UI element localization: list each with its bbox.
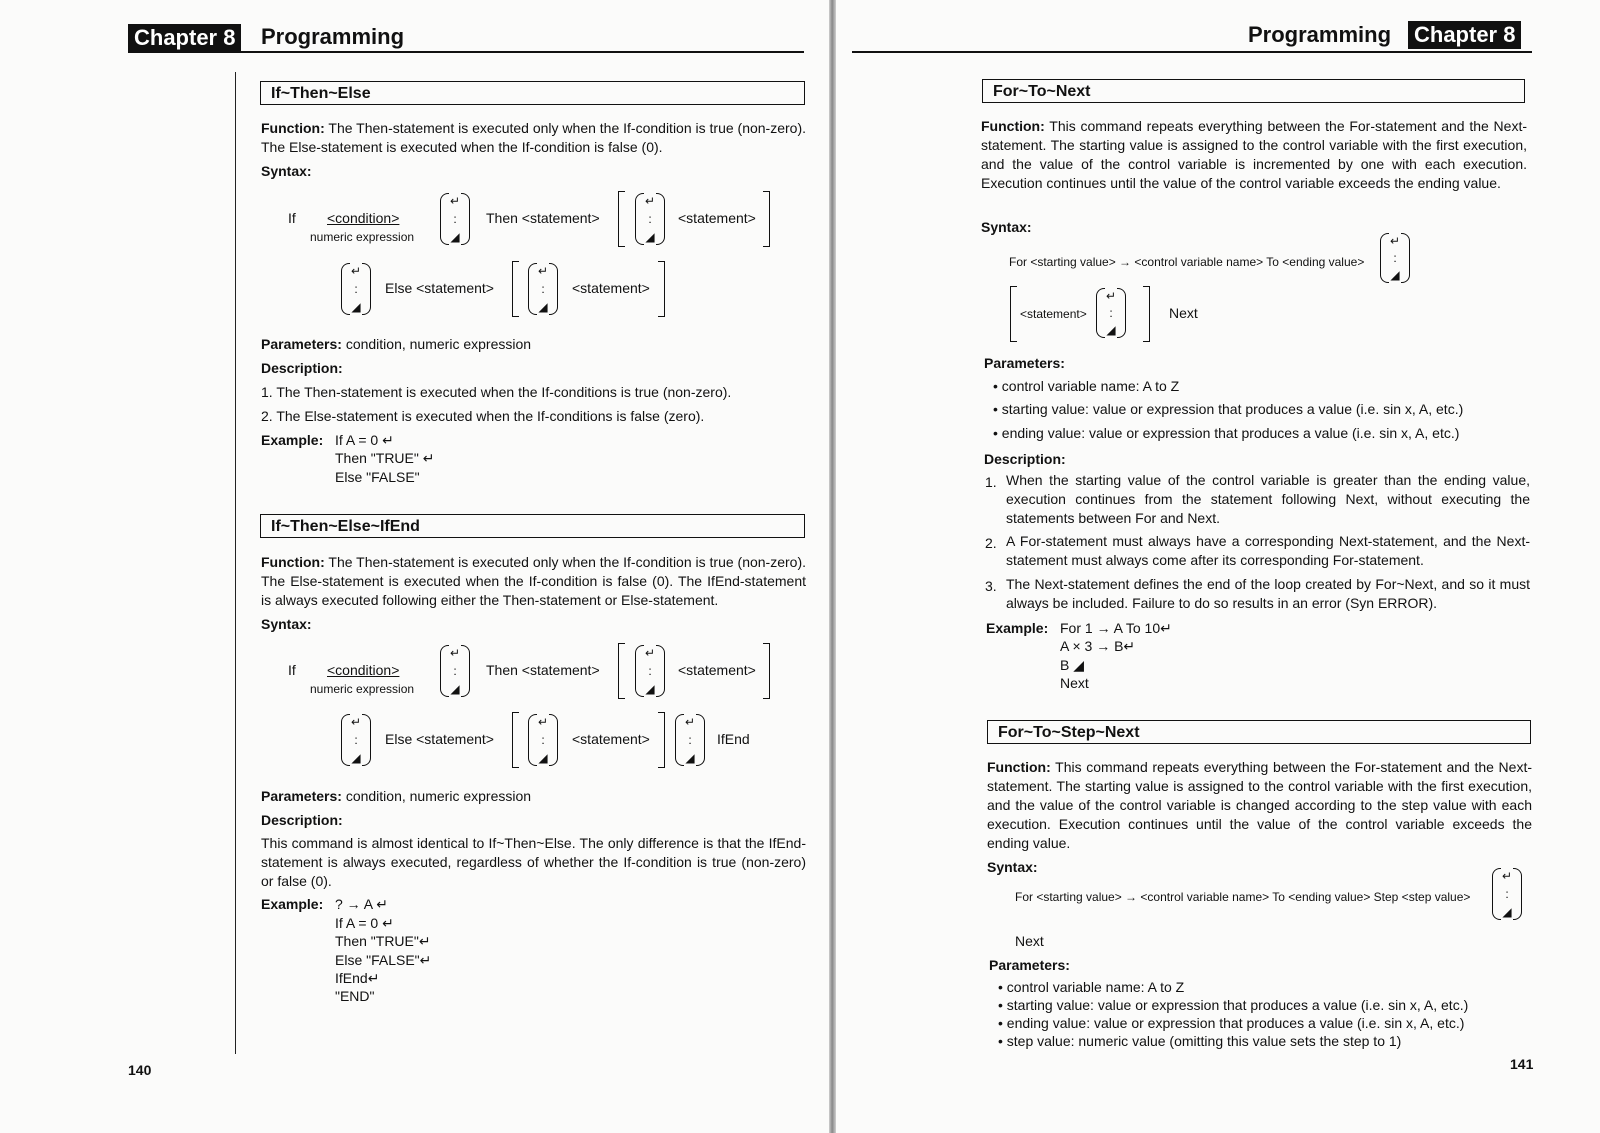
- example-line: Then "TRUE" ↵: [335, 450, 435, 466]
- display-symbol: ◢: [645, 230, 655, 244]
- optional-bracket-left: [1010, 286, 1017, 342]
- optional-bracket-right: [658, 712, 665, 768]
- separator-brace: [528, 263, 558, 315]
- syntax-else: Else <statement>: [385, 731, 494, 747]
- function-paragraph: Function: This command repeats everything between the For-statement and the Next-statement. The starting value is assigned to the control variable with the first execution, and the value of the control variable is changed according to the step value with each execution. Execution continues until the value of the control variable exceeds the ending value.: [987, 759, 1533, 851]
- syntax-else: Else <statement>: [385, 280, 494, 296]
- syntax-label: Syntax:: [981, 219, 1032, 235]
- description-number: 3.: [985, 578, 997, 594]
- optional-bracket-left: [618, 643, 625, 699]
- newline-symbol: ↵: [644, 646, 656, 660]
- display-symbol: ◢: [1106, 323, 1116, 337]
- colon-symbol: :: [648, 664, 652, 678]
- example-label: Example:: [261, 432, 324, 448]
- example-line: If A = 0 ↵: [335, 432, 394, 448]
- separator-brace: [341, 714, 371, 766]
- newline-symbol: ↵: [350, 264, 362, 278]
- example-line: ? → A ↵: [335, 896, 388, 912]
- chapter-title: Programming: [261, 24, 405, 49]
- example-line: If A = 0 ↵: [335, 915, 394, 931]
- syntax-label: Syntax:: [261, 616, 312, 632]
- chapter-badge: Chapter 8: [128, 24, 241, 52]
- description-number: 1.: [985, 474, 997, 490]
- description-item: 2. The Else-statement is executed when the If-conditions is false (zero).: [261, 408, 705, 424]
- margin-rule: [235, 72, 236, 1054]
- syntax-statement: <statement>: [678, 662, 756, 678]
- display-symbol: ◢: [1390, 268, 1400, 282]
- syntax-then: Then <statement>: [486, 662, 600, 678]
- syntax-line: For <starting value> → <control variable name> To <ending value> Step <step value>: [1015, 890, 1471, 904]
- separator-brace: [341, 263, 371, 315]
- newline-symbol: ↵: [1105, 289, 1117, 303]
- example-label: Example:: [261, 896, 324, 912]
- function-paragraph: Function: This command repeats everything between the For-statement and the Next-statement. The starting value is assigned to the control variable with the first execution, and the value of the control variable is incremented by one with each execution. Execution continues until the value of the control variable exceeds the ending value.: [981, 118, 1527, 191]
- parameter-item: • starting value: value or expression that produces a value (i.e. sin x, A, etc.): [998, 997, 1469, 1013]
- separator-brace: [528, 714, 558, 766]
- parameters-label: Parameters:: [984, 355, 1065, 371]
- display-symbol: ◢: [1502, 905, 1512, 919]
- description-number: 2.: [985, 535, 997, 551]
- syntax-condition: <condition>: [327, 662, 400, 678]
- page-number: 141: [1510, 1056, 1534, 1072]
- syntax-numeric-expression: numeric expression: [310, 682, 415, 696]
- example-line: Else "FALSE"↵: [335, 952, 432, 968]
- syntax-statement: <statement>: [572, 280, 650, 296]
- description-label: Description:: [984, 451, 1066, 467]
- display-symbol: ◢: [685, 751, 695, 765]
- syntax-if: If: [288, 210, 296, 226]
- function-paragraph: Function: The Then-statement is executed only when the If-condition is true (non-zero). The Else-statement is executed when the If-condition is false (0). The IfEnd-statement is always executed following either the Then-statement or Else-statement.: [261, 554, 807, 608]
- syntax-statement: <statement>: [1020, 307, 1087, 321]
- example-line: Else "FALSE": [335, 469, 420, 485]
- optional-bracket-left: [512, 712, 519, 768]
- optional-bracket-right: [1143, 286, 1150, 342]
- syntax-line: For <starting value> → <control variable name> To <ending value>: [1009, 255, 1365, 269]
- example-line: A × 3 → B↵: [1060, 638, 1136, 654]
- syntax-statement: <statement>: [572, 731, 650, 747]
- description-label: Description:: [261, 812, 343, 828]
- newline-symbol: ↵: [449, 194, 461, 208]
- colon-symbol: :: [648, 212, 652, 226]
- parameter-item: • control variable name: A to Z: [993, 378, 1180, 394]
- description-paragraph: This command is almost identical to If~Then~Else. The only difference is that the IfEnd-statement is always executed, regardless of whether the If-condition is true (non-zero) or false (0).: [261, 835, 806, 889]
- display-symbol: ◢: [351, 751, 361, 765]
- parameters: Parameters: condition, numeric expression: [261, 788, 532, 804]
- colon-symbol: :: [1505, 887, 1509, 901]
- syntax-then: Then <statement>: [486, 210, 600, 226]
- display-symbol: ◢: [450, 230, 460, 244]
- section-title-if-then-else-ifend: If~Then~Else~IfEnd: [260, 514, 805, 538]
- newline-symbol: ↵: [350, 715, 362, 729]
- newline-symbol: ↵: [449, 646, 461, 660]
- display-symbol: ◢: [645, 682, 655, 696]
- syntax-statement: <statement>: [678, 210, 756, 226]
- separator-brace: [635, 193, 665, 245]
- syntax-if: If: [288, 662, 296, 678]
- optional-bracket-right: [763, 191, 770, 247]
- example-line: Next: [1060, 675, 1089, 691]
- optional-bracket-right: [658, 261, 665, 317]
- chapter-badge: Chapter 8: [1408, 21, 1521, 49]
- separator-brace: [440, 193, 470, 245]
- optional-bracket-left: [618, 191, 625, 247]
- syntax-condition: <condition>: [327, 210, 400, 226]
- optional-bracket-right: [763, 643, 770, 699]
- colon-symbol: :: [1109, 306, 1113, 320]
- parameter-item: • ending value: value or expression that produces a value (i.e. sin x, A, etc.): [993, 425, 1460, 441]
- parameter-item: • ending value: value or expression that produces a value (i.e. sin x, A, etc.): [998, 1015, 1465, 1031]
- example-line: B ◢: [1060, 657, 1084, 673]
- example-line: "END": [335, 988, 375, 1004]
- separator-brace: [1492, 868, 1522, 920]
- syntax-next: Next: [1169, 305, 1198, 321]
- separator-brace: [440, 645, 470, 697]
- parameters: Parameters: condition, numeric expression: [261, 336, 532, 352]
- display-symbol: ◢: [351, 300, 361, 314]
- newline-symbol: ↵: [684, 715, 696, 729]
- colon-symbol: :: [453, 212, 457, 226]
- description-label: Description:: [261, 360, 343, 376]
- colon-symbol: :: [1393, 251, 1397, 265]
- separator-brace: [675, 714, 705, 766]
- section-title-if-then-else: If~Then~Else: [260, 81, 805, 105]
- parameters-label: Parameters:: [989, 957, 1070, 973]
- syntax-numeric-expression: numeric expression: [310, 230, 415, 244]
- function-paragraph: Function: The Then-statement is executed only when the If-condition is true (non-zero). The Else-statement is executed when the If-condition is false (0).: [261, 120, 807, 155]
- example-line: IfEnd↵: [335, 970, 380, 986]
- description-item: When the starting value of the control variable is greater than the ending value, execution continues from the statement following Next, without executing the statements between For and Next.: [1006, 472, 1530, 526]
- description-item: A For-statement must always have a corresponding Next-statement, and the Next-statement must always come after its corresponding For-statement.: [1006, 533, 1530, 568]
- parameter-item: • control variable name: A to Z: [998, 979, 1185, 995]
- example-line: Then "TRUE"↵: [335, 933, 431, 949]
- syntax-label: Syntax:: [261, 163, 312, 179]
- header-rule: [128, 51, 804, 53]
- colon-symbol: :: [453, 664, 457, 678]
- book-spine: [829, 0, 836, 1133]
- newline-symbol: ↵: [537, 264, 549, 278]
- syntax-label: Syntax:: [987, 859, 1038, 875]
- example-label: Example:: [986, 620, 1049, 636]
- display-symbol: ◢: [450, 682, 460, 696]
- header-rule: [852, 51, 1532, 53]
- description-item: The Next-statement defines the end of the loop created by For~Next, and so it must always be included. Failure to do so results in an error (Syn ERROR).: [1006, 576, 1530, 611]
- colon-symbol: :: [354, 733, 358, 747]
- separator-brace: [635, 645, 665, 697]
- chapter-title: Programming: [1248, 22, 1392, 47]
- colon-symbol: :: [688, 733, 692, 747]
- example-line: For 1 → A To 10↵: [1060, 620, 1172, 636]
- parameter-item: • step value: numeric value (omitting this value sets the step to 1): [998, 1033, 1402, 1049]
- colon-symbol: :: [541, 282, 545, 296]
- syntax-next: Next: [1015, 933, 1044, 949]
- display-symbol: ◢: [538, 300, 548, 314]
- newline-symbol: ↵: [537, 715, 549, 729]
- syntax-ifend: IfEnd: [717, 731, 750, 747]
- parameter-item: • starting value: value or expression that produces a value (i.e. sin x, A, etc.): [993, 401, 1464, 417]
- newline-symbol: ↵: [1501, 869, 1513, 883]
- newline-symbol: ↵: [1389, 234, 1401, 248]
- section-title-for-to-step-next: For~To~Step~Next: [987, 720, 1531, 744]
- colon-symbol: :: [541, 733, 545, 747]
- optional-bracket-left: [512, 261, 519, 317]
- page-number: 140: [128, 1062, 152, 1078]
- separator-brace: [1380, 233, 1410, 283]
- display-symbol: ◢: [538, 751, 548, 765]
- section-title-for-to-next: For~To~Next: [982, 79, 1525, 103]
- separator-brace: [1096, 288, 1126, 338]
- description-item: 1. The Then-statement is executed when the If-conditions is true (non-zero).: [261, 384, 732, 400]
- colon-symbol: :: [354, 282, 358, 296]
- newline-symbol: ↵: [644, 194, 656, 208]
